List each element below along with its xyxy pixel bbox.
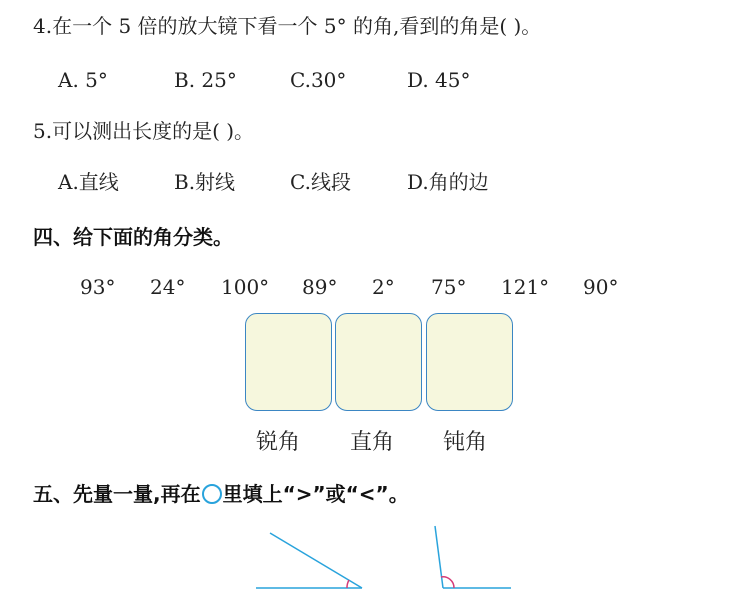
angle-ray-vertical xyxy=(435,526,443,588)
circle-icon xyxy=(202,484,222,504)
acute-angle-label: 锐角 xyxy=(256,430,301,455)
angle-value[interactable]: 90° xyxy=(583,275,619,299)
question-4-option-b[interactable]: B. 25° xyxy=(174,68,237,92)
question-5-option-a[interactable]: A.直线 xyxy=(58,170,119,194)
obtuse-angle-box[interactable] xyxy=(426,313,513,411)
obtuse-angle-figure xyxy=(425,525,525,595)
angle-value[interactable]: 24° xyxy=(150,275,186,299)
angle-value[interactable]: 121° xyxy=(501,275,550,299)
obtuse-angle-label: 钝角 xyxy=(443,430,488,455)
angle-value[interactable]: 100° xyxy=(221,275,270,299)
angle-ray-slanted xyxy=(270,533,362,588)
angle-value[interactable]: 75° xyxy=(431,275,467,299)
section-5-heading-end: 里填上“>”或“<”。 xyxy=(222,482,409,506)
question-4-option-c[interactable]: C.30° xyxy=(290,68,347,92)
question-5-option-d[interactable]: D.角的边 xyxy=(407,170,489,194)
right-angle-box[interactable] xyxy=(335,313,422,411)
section-4-heading: 四、给下面的角分类。 xyxy=(33,225,233,249)
angle-arc xyxy=(347,580,349,588)
angle-value[interactable]: 2° xyxy=(372,275,395,299)
question-5-option-b[interactable]: B.射线 xyxy=(174,170,236,194)
section-5-heading xyxy=(33,480,409,508)
question-5-option-c[interactable]: C.线段 xyxy=(290,170,351,194)
right-angle-label: 直角 xyxy=(350,430,395,455)
question-4-option-a[interactable]: A. 5° xyxy=(58,68,108,92)
angle-value[interactable]: 89° xyxy=(302,275,338,299)
question-4-option-d[interactable]: D. 45° xyxy=(407,68,471,92)
question-5-stem: 5.可以测出长度的是( )。 xyxy=(33,119,255,143)
angle-value[interactable]: 93° xyxy=(80,275,116,299)
section-5-heading-start: 五、先量一量,再在 xyxy=(33,482,201,506)
question-4-stem: 4.在一个 5 倍的放大镜下看一个 5° 的角,看到的角是( )。 xyxy=(33,14,542,38)
acute-angle-box[interactable] xyxy=(245,313,332,411)
acute-angle-figure xyxy=(250,530,380,600)
